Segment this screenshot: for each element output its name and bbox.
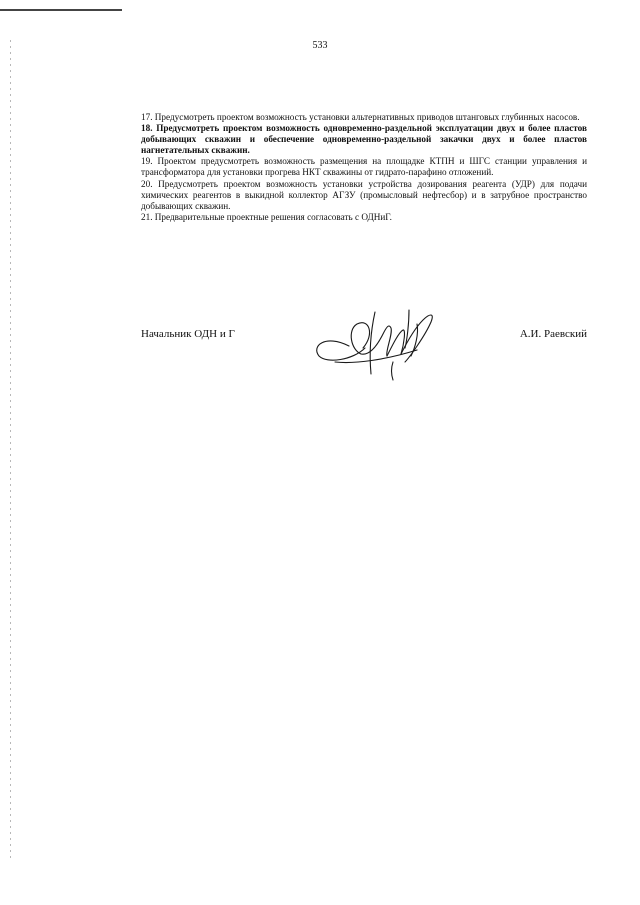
top-rule xyxy=(0,9,122,11)
signatory-name: А.И. Раевский xyxy=(519,328,587,340)
document-body xyxy=(141,112,587,223)
list-item-21: 21. Предварительные проектные решения согласовать с ОДНиГ. xyxy=(141,211,392,222)
list-item-20: 20. Предусмотреть проектом возможность установки устройства дозирования реагента (УДР) для подачи химических реагентов в выкидной коллектор АГЗУ (промысловый нефтесбор) и в затрубное пространство добывающих скважин. xyxy=(141,178,587,211)
scan-margin-artifact xyxy=(10,40,11,860)
handwritten-signature xyxy=(305,304,445,382)
list-item-19: 19. Проектом предусмотреть возможность размещения на площадке КТПН и ШГС станции управления и трансформатора для установки прогрева НКТ скважины от гидрато-парафино отложений. xyxy=(141,156,587,178)
signatory-title: Начальник ОДН и Г xyxy=(141,328,235,340)
list-item-17: 17. Предусмотреть проектом возможность установки альтернативных приводов штанговых глубинных насосов. xyxy=(141,112,580,122)
list-item-18: 18. Предусмотреть проектом возможность одновременно-раздельной эксплуатации двух и более пластов добывающих скважин и обеспечение одновременно-раздельной закачки двух и более пластов нагнетательных скважин. xyxy=(141,123,587,156)
page-number: 533 xyxy=(312,40,328,51)
